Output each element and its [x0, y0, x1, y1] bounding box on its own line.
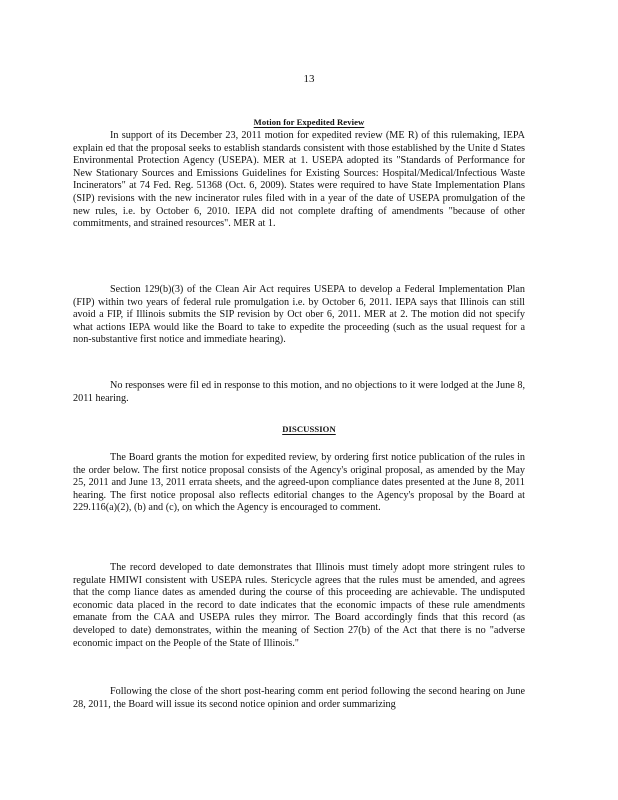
- paragraph-discussion-1: The Board grants the motion for expedited review, by ordering first notice publication of the rules in the order below. The first notice proposal consists of the Agency's original proposal, as amended by the May 25, 2011 and June 13, 2011 errata sheets, and the agreed-upon compliance dates presented at the June 8, 2011 hearing. The first notice proposal also reflects editorial changes to the Agency's proposal by the Board at 229.116(a)(2), (b) and (c), on which the Agency is encouraged to comment.: [73, 452, 525, 514]
- paragraph-motion-3: No responses were fil ed in response to this motion, and no objections to it were lodged at the June 8, 2011 hearing.: [73, 380, 525, 404]
- page-number: 13: [303, 73, 315, 85]
- section-heading-discussion-text: DISCUSSION: [282, 424, 336, 434]
- paragraph-discussion-3: Following the close of the short post-hearing comm ent period following the second hearing on June 28, 2011, the Board will issue its second notice opinion and order summarizing: [73, 686, 525, 710]
- section-heading-motion: [0, 116, 618, 129]
- paragraph-motion-1: In support of its December 23, 2011 motion for expedited review (ME R) of this rulemaking, IEPA explain ed that the proposal seeks to establish standards consistent with those established by the Unite d States Environmental Protection Agency (USEPA). MER at 1. USEPA adopted its "Standards of Performance for New Stationary Sources and Emissions Guidelines for Existing Sources: Hospital/Medical/Infectious Waste Incinerators" at 74 Fed. Reg. 51368 (Oct. 6, 2009). States were required to have State Implementation Plans (SIP) revisions with the new incinerator rules filed with in a year of the date of USEPA promulgation of the new rules, i.e. by October 6, 2010. IEPA did not complete drafting of amendments "because of other commitments, and strained resources". MER at 1.: [73, 130, 525, 230]
- section-heading-motion-text: Motion for Expedited Review: [253, 117, 365, 127]
- paragraph-motion-2: Section 129(b)(3) of the Clean Air Act requires USEPA to develop a Federal Implementation Plan (FIP) within two years of federal rule promulgation i.e. by October 6, 2011. IEPA says that Illinois can still avoid a FIP, if Illinois submits the SIP revision by Oct ober 6, 2011. MER at 2. The motion did not specify what actions IEPA would like the Board to take to expedite the proceeding (such as the usual request for a non-substantive first notice and immediate hearing).: [73, 284, 525, 346]
- section-heading-discussion: [0, 423, 618, 436]
- paragraph-discussion-2: The record developed to date demonstrates that Illinois must timely adopt more stringent rules to regulate HMIWI consistent with USEPA rules. Stericycle agrees that the rules must be amended, and agrees that the comp liance dates as amended during the course of this proceeding are achievable. The undisputed economic data placed in the record to date indicates that the economic impacts of these rule amendments emanate from the CAA and USEPA rules they mirror. The Board accordingly finds that this record (as developed to date) demonstrates, within the meaning of Section 27(b) of the Act that there is no "adverse economic impact on the People of the State of Illinois.": [73, 562, 525, 649]
